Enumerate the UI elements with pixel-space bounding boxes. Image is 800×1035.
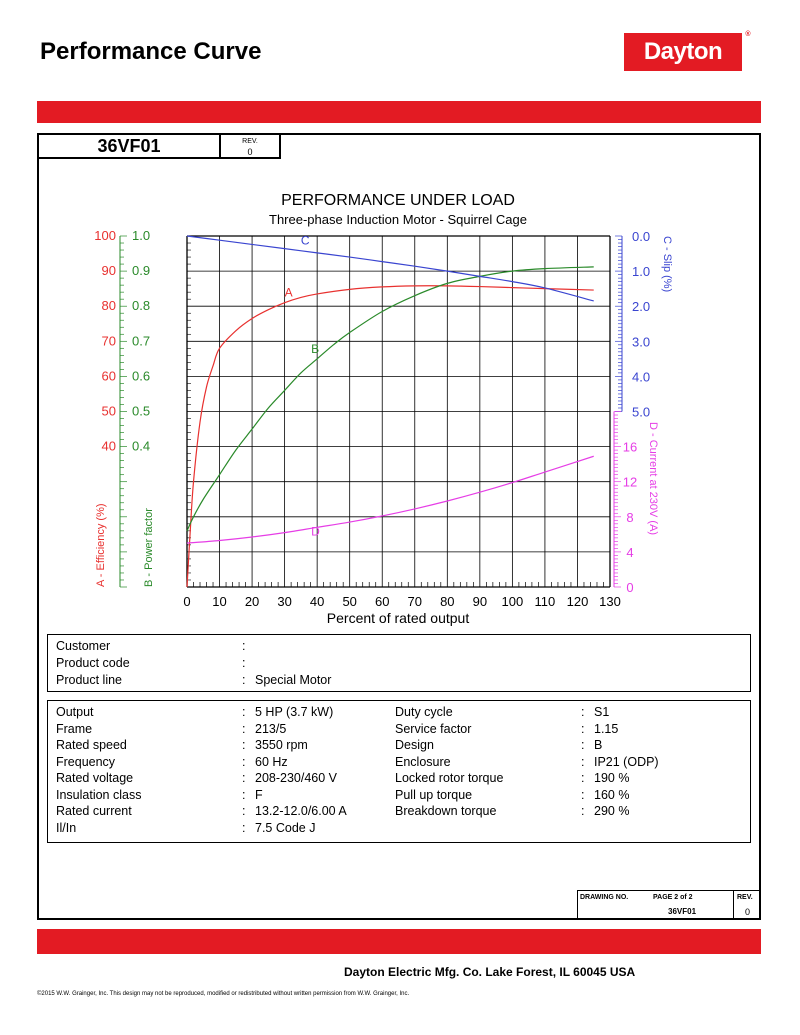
x-tick-label: 10 bbox=[212, 594, 227, 609]
current-tick-label: 0 bbox=[626, 580, 634, 595]
customer-field-separator: : bbox=[242, 639, 246, 653]
logo-text: Dayton bbox=[643, 38, 723, 65]
spec-label: Locked rotor torque bbox=[395, 771, 504, 785]
spec-separator: : bbox=[581, 804, 585, 818]
efficiency-tick-label: 50 bbox=[101, 403, 116, 419]
drawing-number: 36VF01 bbox=[668, 907, 697, 916]
copyright-notice: ©2015 W.W. Grainger, Inc. This design may not be reproduced, modified or redistributed without written permission from W.W. Grainger, Inc. bbox=[37, 991, 410, 997]
spec-separator: : bbox=[242, 754, 246, 769]
spec-value: 1.15 bbox=[594, 721, 619, 736]
spec-value: 7.5 Code J bbox=[255, 820, 316, 835]
x-tick-label: 120 bbox=[566, 594, 589, 609]
efficiency-tick-label: 80 bbox=[101, 298, 116, 314]
x-tick-label: 60 bbox=[374, 594, 390, 609]
drawing-rev-label: REV. bbox=[737, 894, 753, 901]
spec-label: Output bbox=[56, 705, 94, 719]
spec-value: B bbox=[594, 738, 603, 752]
spec-value: 13.2-12.0/6.00 A bbox=[255, 804, 347, 818]
current-tick-label: 8 bbox=[626, 509, 634, 525]
customer-box bbox=[47, 634, 751, 692]
spec-value: 160 % bbox=[594, 787, 630, 802]
spec-separator: : bbox=[581, 738, 585, 752]
power-factor-tick-label: 0.4 bbox=[132, 438, 151, 454]
x-axis-label: Percent of rated output bbox=[326, 610, 470, 626]
specs-box bbox=[47, 700, 751, 843]
slip-tick-label: 0.0 bbox=[632, 229, 651, 244]
chart-subtitle: Three-phase Induction Motor - Squirrel Cage bbox=[269, 212, 527, 227]
spec-value: 60 Hz bbox=[255, 754, 288, 769]
spec-label: Duty cycle bbox=[395, 705, 453, 719]
spec-separator: : bbox=[581, 754, 585, 769]
spec-value: 3550 rpm bbox=[255, 738, 308, 752]
spec-label: Service factor bbox=[395, 721, 472, 736]
model-number: 36VF01 bbox=[37, 133, 221, 159]
x-tick-label: 130 bbox=[599, 594, 621, 609]
customer-field-label: Customer bbox=[56, 639, 111, 653]
efficiency-tick-label: 60 bbox=[101, 368, 116, 384]
spec-separator: : bbox=[581, 705, 585, 719]
spec-label: Design bbox=[395, 738, 434, 752]
rev-label: REV. bbox=[242, 138, 258, 145]
spec-separator: : bbox=[581, 721, 585, 736]
power-factor-tick-label: 0.8 bbox=[132, 298, 151, 314]
x-tick-label: 0 bbox=[183, 594, 191, 609]
series-line-A bbox=[187, 286, 594, 587]
power-factor-tick-label: 0.6 bbox=[132, 368, 151, 384]
slip-tick-label: 4.0 bbox=[632, 369, 651, 385]
spec-separator: : bbox=[581, 771, 585, 785]
x-tick-label: 110 bbox=[534, 594, 556, 609]
current-tick-label: 4 bbox=[626, 544, 634, 560]
spec-separator: : bbox=[242, 721, 246, 736]
registered-mark: ® bbox=[745, 31, 750, 38]
customer-field-value: Special Motor bbox=[255, 673, 332, 687]
spec-label: Rated speed bbox=[56, 738, 127, 752]
spec-value: IP21 (ODP) bbox=[594, 754, 659, 769]
series-label-B: B bbox=[311, 341, 320, 356]
slip-tick-label: 2.0 bbox=[632, 299, 651, 315]
efficiency-tick-label: 90 bbox=[101, 263, 116, 279]
company-address: Dayton Electric Mfg. Co. Lake Forest, IL 60045 USA bbox=[344, 965, 636, 979]
spec-label: Enclosure bbox=[395, 754, 451, 769]
current-axis-label: D - Current at 230V (A) bbox=[647, 422, 659, 536]
x-tick-label: 20 bbox=[244, 594, 260, 609]
current-tick-label: 16 bbox=[622, 439, 638, 455]
x-tick-label: 50 bbox=[342, 594, 357, 609]
spec-separator: : bbox=[242, 804, 246, 818]
spec-value: S1 bbox=[594, 705, 610, 719]
series-label-C: C bbox=[300, 233, 310, 248]
spec-separator: : bbox=[242, 787, 246, 802]
page-title: Performance Curve bbox=[40, 38, 262, 65]
drawing-rev-value: 0 bbox=[745, 907, 751, 917]
efficiency-tick-label: 100 bbox=[94, 228, 116, 243]
power-factor-axis-label: B - Power factor bbox=[143, 508, 155, 587]
power-factor-tick-label: 0.7 bbox=[132, 333, 151, 349]
rev-value: 0 bbox=[247, 147, 253, 157]
page-label: PAGE 2 of 2 bbox=[653, 894, 693, 901]
x-tick-label: 40 bbox=[309, 594, 325, 609]
slip-tick-label: 3.0 bbox=[632, 334, 651, 350]
drawing-number-box bbox=[577, 890, 734, 920]
series-label-D: D bbox=[311, 524, 320, 539]
spec-separator: : bbox=[242, 705, 246, 719]
slip-tick-label: 1.0 bbox=[632, 264, 651, 280]
x-tick-label: 30 bbox=[277, 594, 292, 609]
x-tick-label: 90 bbox=[472, 594, 488, 609]
spec-label: Insulation class bbox=[56, 787, 142, 802]
efficiency-axis-label: A - Efficiency (%) bbox=[95, 503, 107, 587]
series-line-D bbox=[187, 456, 594, 543]
efficiency-tick-label: 70 bbox=[101, 333, 116, 349]
spec-label: Frequency bbox=[56, 754, 116, 769]
spec-separator: : bbox=[242, 738, 246, 752]
efficiency-tick-label: 40 bbox=[101, 438, 116, 454]
customer-field-separator: : bbox=[242, 673, 246, 687]
spec-label: Frame bbox=[56, 721, 93, 736]
x-tick-label: 100 bbox=[501, 594, 524, 609]
chart-title: PERFORMANCE UNDER LOAD bbox=[281, 192, 515, 209]
spec-value: 5 HP (3.7 kW) bbox=[255, 705, 334, 719]
spec-value: 290 % bbox=[594, 804, 630, 818]
spec-label: Rated current bbox=[56, 804, 132, 818]
bottom-red-band bbox=[37, 929, 761, 954]
spec-value: 190 % bbox=[594, 771, 630, 785]
spec-label: Il/In bbox=[56, 820, 77, 835]
spec-value: 213/5 bbox=[255, 721, 287, 736]
spec-value: 208-230/460 V bbox=[255, 771, 338, 785]
spec-separator: : bbox=[581, 787, 585, 802]
customer-field-label: Product line bbox=[56, 673, 123, 687]
current-tick-label: 12 bbox=[622, 474, 638, 490]
series-label-A: A bbox=[284, 285, 293, 300]
spec-label: Rated voltage bbox=[56, 771, 134, 785]
slip-tick-label: 5.0 bbox=[632, 404, 651, 420]
spec-label: Pull up torque bbox=[395, 787, 473, 802]
spec-value: F bbox=[255, 787, 263, 802]
power-factor-tick-label: 0.9 bbox=[132, 263, 151, 279]
drawing-rev-box bbox=[733, 890, 761, 920]
x-tick-label: 80 bbox=[440, 594, 455, 609]
drawing-no-label: DRAWING NO. bbox=[580, 894, 629, 901]
customer-field-separator: : bbox=[242, 656, 246, 670]
x-tick-label: 70 bbox=[407, 594, 423, 609]
spec-separator: : bbox=[242, 820, 246, 835]
power-factor-tick-label: 1.0 bbox=[132, 228, 151, 243]
spec-separator: : bbox=[242, 771, 246, 785]
series-line-C bbox=[187, 233, 594, 301]
spec-label: Breakdown torque bbox=[395, 804, 497, 818]
customer-field-label: Product code bbox=[56, 656, 130, 670]
power-factor-tick-label: 0.5 bbox=[132, 403, 151, 419]
slip-axis-label: C - Slip (%) bbox=[661, 236, 673, 293]
